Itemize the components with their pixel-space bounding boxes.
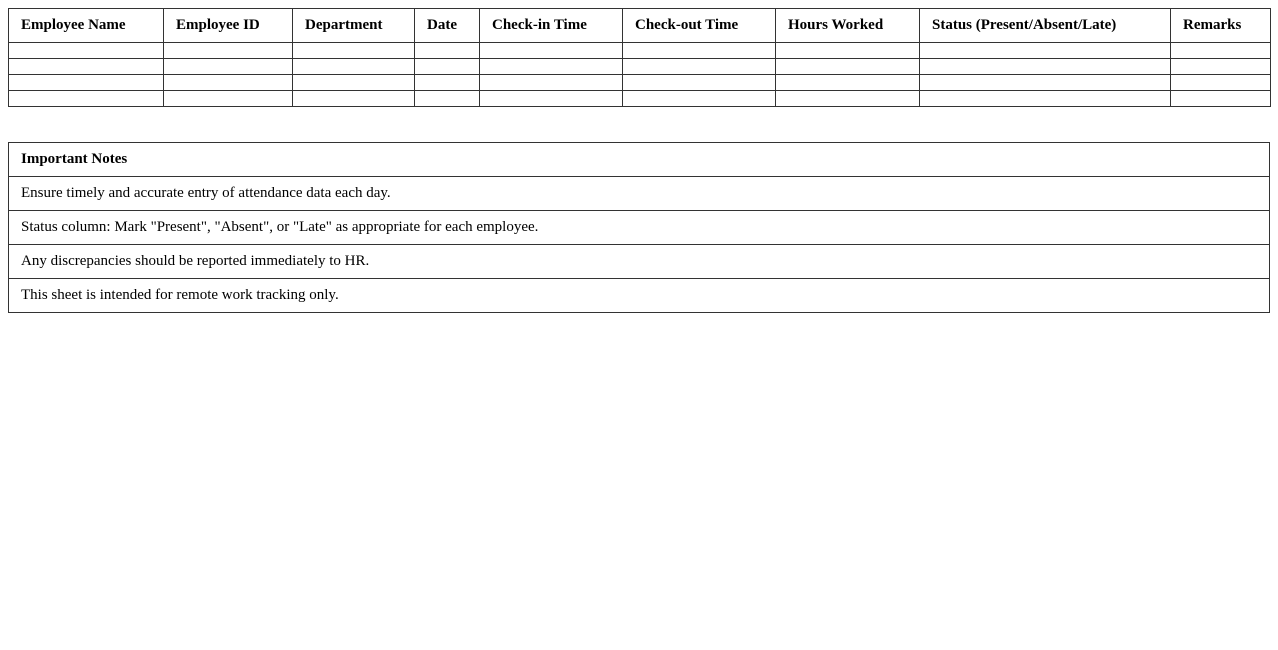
cell-hours-worked[interactable] <box>776 75 920 91</box>
cell-employee-id[interactable] <box>164 91 293 107</box>
cell-remarks[interactable] <box>1171 75 1271 91</box>
cell-check-in-time[interactable] <box>480 91 623 107</box>
cell-status[interactable] <box>920 43 1171 59</box>
cell-status[interactable] <box>920 75 1171 91</box>
cell-hours-worked[interactable] <box>776 91 920 107</box>
cell-check-out-time[interactable] <box>623 43 776 59</box>
cell-check-in-time[interactable] <box>480 75 623 91</box>
cell-employee-id[interactable] <box>164 75 293 91</box>
note-item: Status column: Mark "Present", "Absent", or "Late" as appropriate for each employee. <box>9 211 1270 245</box>
cell-employee-id[interactable] <box>164 43 293 59</box>
cell-employee-name[interactable] <box>9 91 164 107</box>
cell-check-in-time[interactable] <box>480 59 623 75</box>
cell-check-out-time[interactable] <box>623 91 776 107</box>
note-item: Ensure timely and accurate entry of attendance data each day. <box>9 177 1270 211</box>
column-header-department: Department <box>293 9 415 43</box>
attendance-header-row <box>9 9 1271 43</box>
note-item: Any discrepancies should be reported immediately to HR. <box>9 245 1270 279</box>
column-header-check-in-time: Check-in Time <box>480 9 623 43</box>
table-row <box>9 91 1271 107</box>
cell-department[interactable] <box>293 91 415 107</box>
cell-status[interactable] <box>920 91 1171 107</box>
column-header-date: Date <box>415 9 480 43</box>
note-row <box>9 245 1270 279</box>
notes-heading-row <box>9 143 1270 177</box>
note-row <box>9 177 1270 211</box>
cell-department[interactable] <box>293 43 415 59</box>
notes-heading: Important Notes <box>9 143 1270 177</box>
cell-remarks[interactable] <box>1171 43 1271 59</box>
cell-date[interactable] <box>415 59 480 75</box>
cell-check-out-time[interactable] <box>623 75 776 91</box>
table-row <box>9 43 1271 59</box>
cell-status[interactable] <box>920 59 1171 75</box>
cell-department[interactable] <box>293 59 415 75</box>
note-item: This sheet is intended for remote work tracking only. <box>9 279 1270 313</box>
cell-department[interactable] <box>293 75 415 91</box>
column-header-check-out-time: Check-out Time <box>623 9 776 43</box>
attendance-table <box>8 8 1271 107</box>
cell-check-out-time[interactable] <box>623 59 776 75</box>
cell-date[interactable] <box>415 43 480 59</box>
note-row <box>9 279 1270 313</box>
note-row <box>9 211 1270 245</box>
cell-check-in-time[interactable] <box>480 43 623 59</box>
cell-employee-name[interactable] <box>9 43 164 59</box>
cell-date[interactable] <box>415 91 480 107</box>
column-header-hours-worked: Hours Worked <box>776 9 920 43</box>
cell-remarks[interactable] <box>1171 91 1271 107</box>
cell-employee-name[interactable] <box>9 75 164 91</box>
cell-employee-id[interactable] <box>164 59 293 75</box>
cell-hours-worked[interactable] <box>776 59 920 75</box>
cell-remarks[interactable] <box>1171 59 1271 75</box>
column-header-employee-name: Employee Name <box>9 9 164 43</box>
cell-employee-name[interactable] <box>9 59 164 75</box>
important-notes-table <box>8 142 1270 313</box>
column-header-employee-id: Employee ID <box>164 9 293 43</box>
column-header-remarks: Remarks <box>1171 9 1271 43</box>
cell-date[interactable] <box>415 75 480 91</box>
table-row <box>9 59 1271 75</box>
column-header-status: Status (Present/Absent/Late) <box>920 9 1171 43</box>
table-row <box>9 75 1271 91</box>
cell-hours-worked[interactable] <box>776 43 920 59</box>
